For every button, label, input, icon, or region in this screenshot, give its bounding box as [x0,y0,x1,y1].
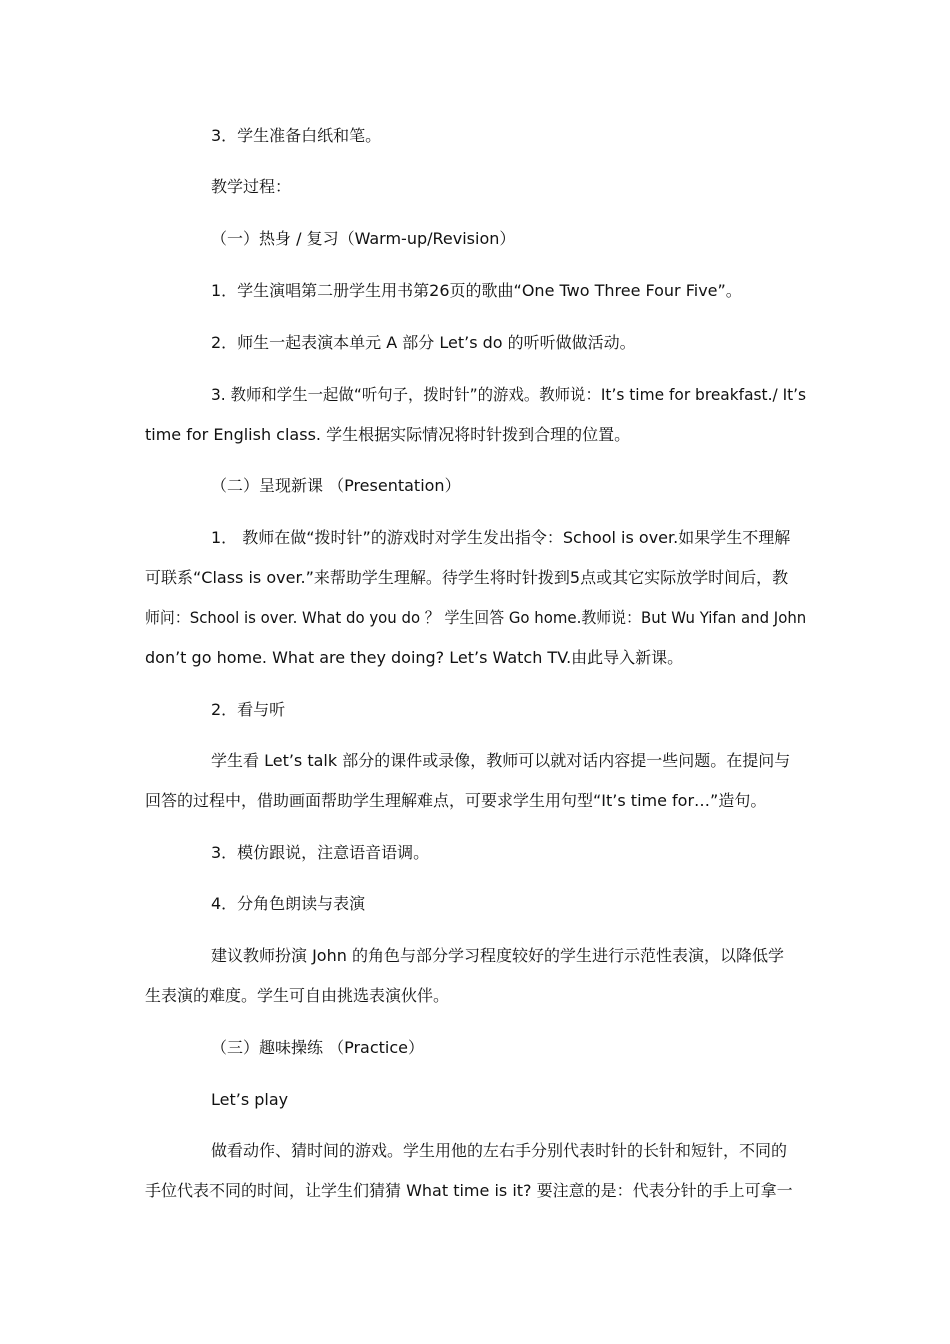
subheading-presentation: （二）呈现新课 （Presentation） [211,476,461,495]
subheading-warm-up: （一）热身 / 复习（Warm-up/Revision） [211,229,516,248]
presentation-step-1-line-2: 可联系“Class is over.”来帮助学生理解。待学生将时针拨到5点或其它实际放学时间后，教 [145,568,789,587]
presentation-step-2-body-line-2: 回答的过程中，借助画面帮助学生理解难点，可要求学生用句型“It’s time for…”造句。 [145,791,767,810]
warm-up-step-1: 1．学生演唱第二册学生用书第26页的歌曲“One Two Three Four Five”。 [211,281,742,300]
presentation-step-3: 3．模仿跟说，注意语音语调。 [211,843,430,862]
practice-body-line-2: 手位代表不同的时间，让学生们猜猜 What time is it? 要注意的是：代表分针的手上可拿一 [145,1181,793,1200]
practice-lets-play: Let’s play [211,1090,289,1109]
section-heading-teaching-process: 教学过程： [211,177,292,196]
presentation-step-4: 4．分角色朗读与表演 [211,894,366,913]
subheading-practice: （三）趣味操练 （Practice） [211,1038,424,1057]
presentation-step-1-line-3: 师问：School is over. What do you do ？ 学生回答 Go home.教师说：But Wu Yifan and John [145,608,807,627]
warm-up-step-3-line-2: time for English class. 学生根据实际情况将时针拨到合理的位置。 [145,425,631,444]
warm-up-step-3-line-1: 3. 教师和学生一起做“听句子，拨时针”的游戏。教师说：It’s time for breakfast./ It’s [211,385,807,404]
practice-body-line-1: 做看动作、猜时间的游戏。学生用他的左右手分别代表时针的长针和短针，不同的 [211,1141,788,1160]
warm-up-step-2: 2．师生一起表演本单元 A 部分 Let’s do 的听听做做活动。 [211,333,636,352]
material-item-3: 3．学生准备白纸和笔。 [211,126,382,145]
presentation-step-1-line-4: don’t go home. What are they doing? Let’s Watch TV.由此导入新课。 [145,648,684,667]
presentation-step-2-body-line-1: 学生看 Let’s talk 部分的课件或录像，教师可以就对话内容提一些问题。在提问与 [211,751,791,770]
presentation-step-1-line-1: 1． 教师在做“拨时针”的游戏时对学生发出指令：School is over.如果学生不理解 [211,528,791,547]
presentation-step-2: 2．看与听 [211,700,286,719]
presentation-step-4-body-line-1: 建议教师扮演 John 的角色与部分学习程度较好的学生进行示范性表演，以降低学 [211,946,784,965]
presentation-step-4-body-line-2: 生表演的难度。学生可自由挑选表演伙伴。 [145,986,450,1005]
